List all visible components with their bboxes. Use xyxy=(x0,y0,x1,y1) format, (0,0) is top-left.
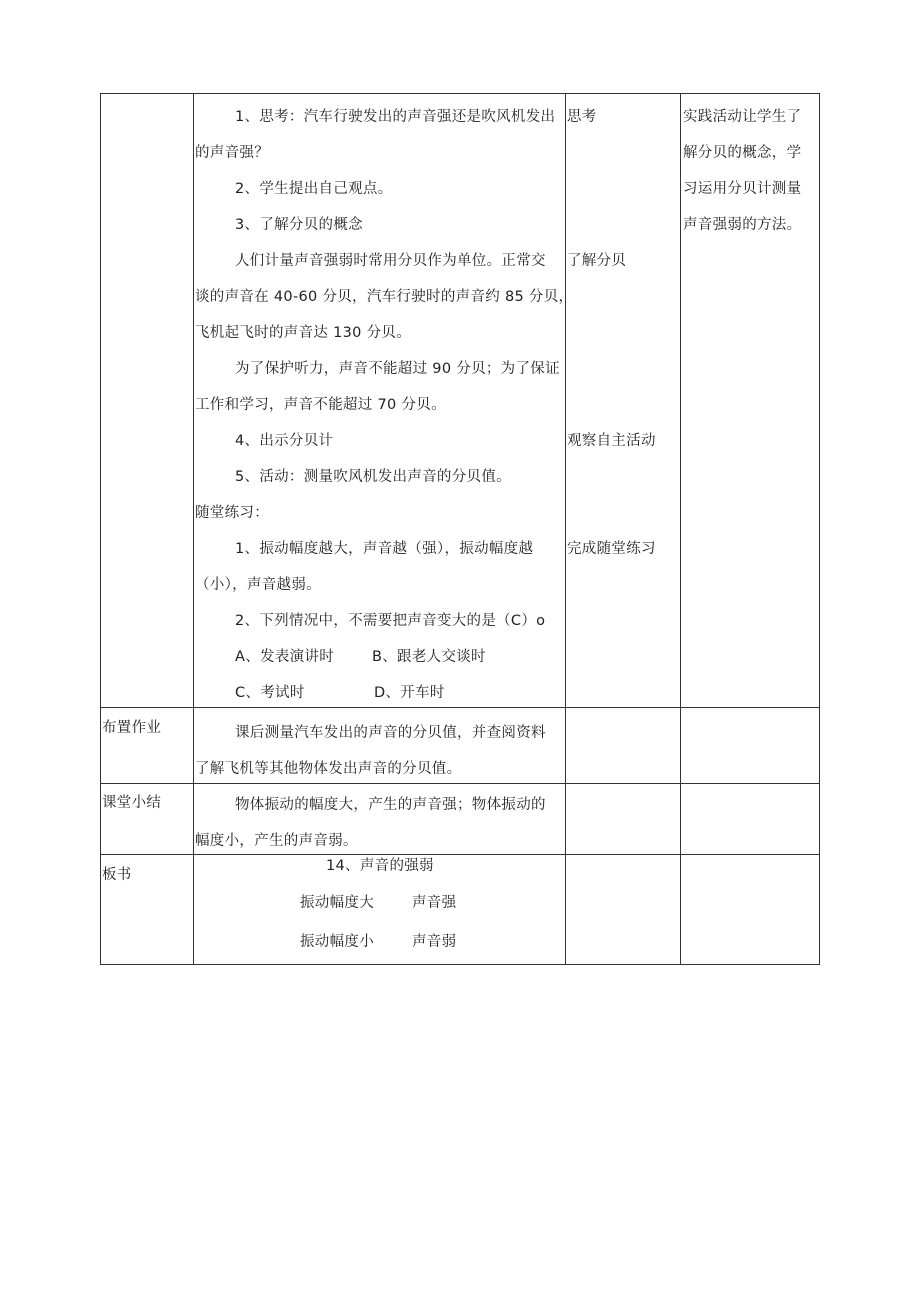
intent-line-3: 习运用分贝计测量 xyxy=(683,181,802,197)
summary-line-1: 物体振动的幅度大，产生的声音强；物体振动的 xyxy=(235,797,546,813)
content-line-12: 随堂练习： xyxy=(195,505,269,521)
summary-label: 课堂小结 xyxy=(102,795,162,811)
board-label: 板书 xyxy=(102,867,132,883)
content-line-10: 4、出示分贝计 xyxy=(235,433,334,449)
option-c: C、考试时 xyxy=(235,685,305,701)
content-line-8: 为了保护听力，声音不能超过 90 分贝；为了保证 xyxy=(235,361,560,377)
option-b: B、跟老人交谈时 xyxy=(372,649,486,665)
table-border-left xyxy=(100,93,101,965)
content-line-1: 1、思考：汽车行驶发出的声音强还是吹风机发出 xyxy=(235,109,556,125)
option-a: A、发表演讲时 xyxy=(235,649,335,665)
table-border-right xyxy=(819,93,820,965)
homework-line-2: 了解飞机等其他物体发出声音的分贝值。 xyxy=(195,761,462,777)
summary-line-2: 幅度小，产生的声音弱。 xyxy=(195,833,358,849)
table-border-top xyxy=(100,93,820,94)
content-line-4: 3、了解分贝的概念 xyxy=(235,217,363,233)
option-d: D、开车时 xyxy=(374,685,445,701)
homework-line-1: 课后测量汽车发出的声音的分贝值，并查阅资料 xyxy=(235,725,546,741)
content-line-2: 的声音强？ xyxy=(195,145,269,161)
intent-line-1: 实践活动让学生了 xyxy=(683,109,802,125)
student-activity-1: 思考 xyxy=(567,109,597,125)
content-line-9: 工作和学习，声音不能超过 70 分贝。 xyxy=(195,397,446,413)
student-activity-2: 了解分贝 xyxy=(567,253,627,269)
row-divider-summary xyxy=(100,783,820,784)
lesson-plan-table xyxy=(100,93,820,965)
board-row-1-left: 振动幅度大 xyxy=(300,895,374,911)
student-activity-4: 完成随堂练习 xyxy=(567,541,656,557)
row-divider-board xyxy=(100,854,820,855)
intent-line-2: 解分贝的概念，学 xyxy=(683,145,802,161)
board-title: 14、声音的强弱 xyxy=(326,858,434,874)
board-row-2-left: 振动幅度小 xyxy=(300,934,374,950)
content-line-5: 人们计量声音强弱时常用分贝作为单位。正常交 xyxy=(235,253,546,269)
row-divider-homework xyxy=(100,707,820,708)
content-line-11: 5、活动：测量吹风机发出声音的分贝值。 xyxy=(235,469,511,485)
column-divider-3 xyxy=(680,93,681,965)
student-activity-3: 观察自主活动 xyxy=(567,433,656,449)
content-line-6: 谈的声音在 40-60 分贝，汽车行驶时的声音约 85 分贝， xyxy=(195,289,574,305)
content-line-14: （小），声音越弱。 xyxy=(195,577,321,593)
column-divider-1 xyxy=(193,93,194,965)
homework-label: 布置作业 xyxy=(102,720,162,736)
intent-line-4: 声音强弱的方法。 xyxy=(683,217,802,233)
column-divider-2 xyxy=(565,93,566,965)
board-row-1-right: 声音强 xyxy=(412,895,457,911)
board-row-2-right: 声音弱 xyxy=(412,934,457,950)
content-line-7: 飞机起飞时的声音达 130 分贝。 xyxy=(195,325,411,341)
table-border-bottom xyxy=(100,964,820,965)
content-line-3: 2、学生提出自己观点。 xyxy=(235,181,393,197)
content-line-13: 1、振动幅度越大，声音越（强），振动幅度越 xyxy=(235,541,534,557)
content-line-15: 2、下列情况中，不需要把声音变大的是（C）o xyxy=(235,613,546,629)
